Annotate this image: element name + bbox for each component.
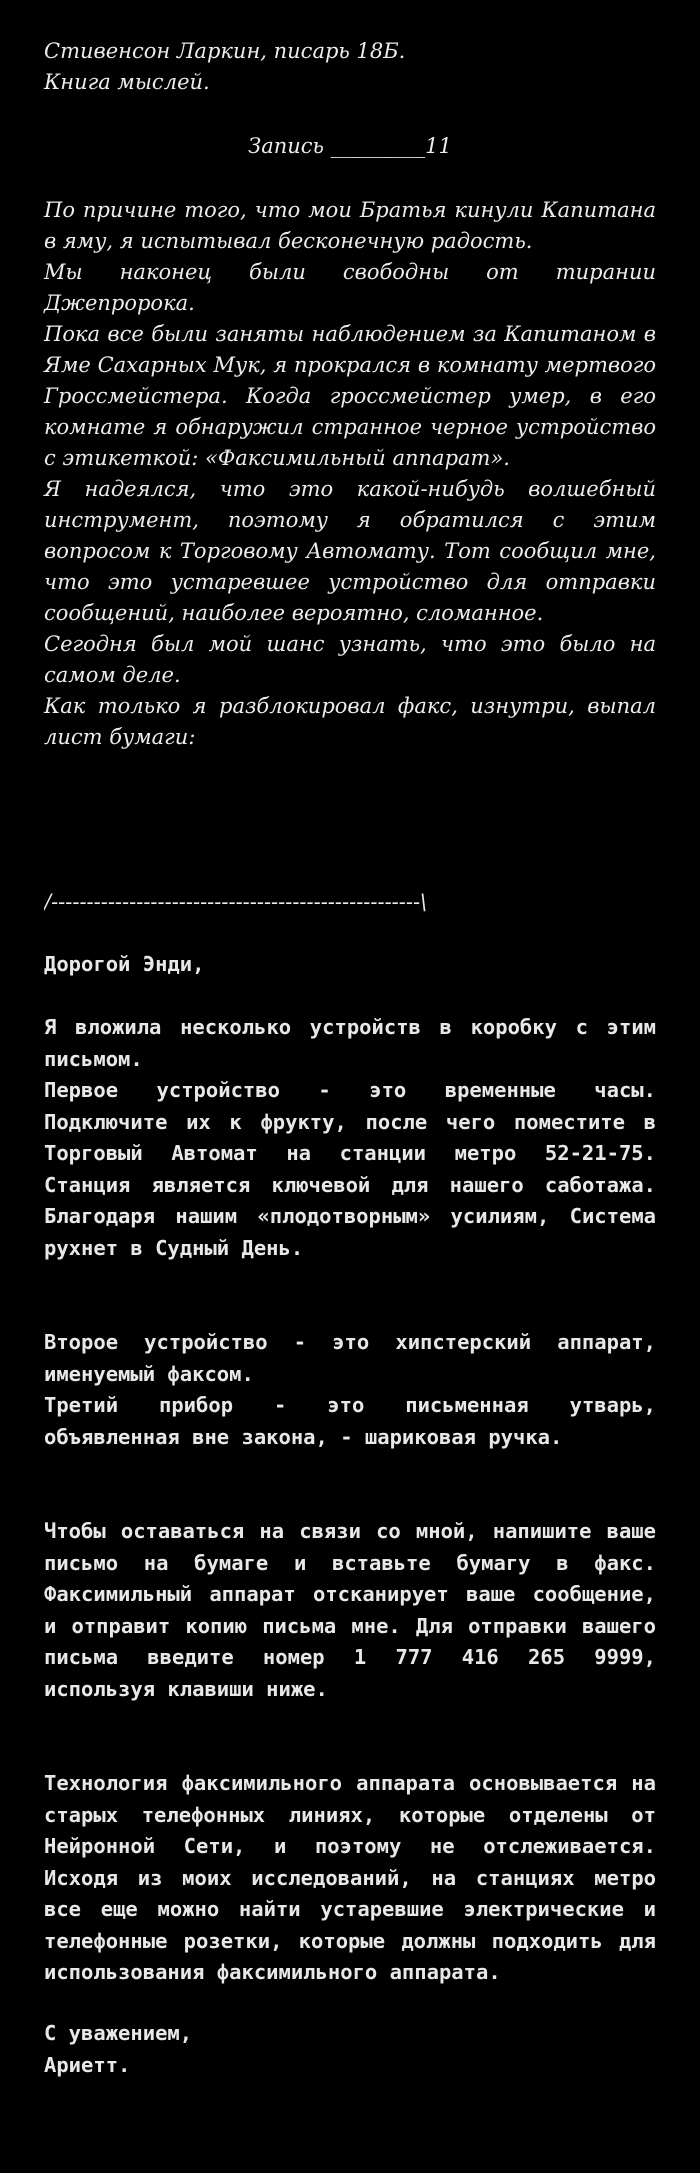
letter-paragraph-3	[44, 1516, 656, 1705]
letter-line: Третий прибор - это письменная утварь, объявленная вне закона, - шариковая ручка.	[44, 1393, 656, 1449]
letter-line: Я вложила несколько устройств в коробку с этим письмом.	[44, 1015, 656, 1071]
diary-paragraph: Я надеялся, что это какой-нибудь волшебный инструмент, поэтому я обратился с этим вопросом к Торговому Автомату. Тот сообщил мне, что это устаревшее устройство для отправки сообщений, наиболее вероятно, сломанное.	[44, 477, 656, 625]
diary-paragraph: По причине того, что мои Братья кинули Капитана в яму, я испытывал бесконечную радость.	[44, 198, 656, 253]
author-line: Стивенсон Ларкин, писарь 18Б.	[44, 39, 406, 63]
letter-greeting: Дорогой Энди,	[44, 952, 205, 976]
diary-paragraph: Мы наконец были свободны от тирании Джепророка.	[44, 260, 656, 315]
letter-line: Первое устройство - это временные часы. Подключите их к фрукту, после чего поместите в Торговый Автомат на станции метро 52-21-75. Станция является ключевой для нашего саботажа. Благодаря нашим «плодотворным» усилиям, Система рухнет в Судный День.	[44, 1078, 656, 1260]
letter-line: Второе устройство - это хипстерский аппарат, именуемый факсом.	[44, 1330, 656, 1386]
diary-text	[44, 195, 656, 753]
letter-line: Технология факсимильного аппарата основывается на старых телефонных линиях, которые отделены от Нейронной Сети, и поэтому не отслеживается. Исходя из моих исследований, на станциях метро все еще можно найти устаревшие электрические и телефонные розетки, которые должны подходить для использования факсимильного аппарата.	[44, 1771, 656, 1984]
book-title: Книга мыслей.	[44, 70, 210, 94]
diary-paragraph: Сегодня был мой шанс узнать, что это было на самом деле.	[44, 632, 656, 687]
letter-paragraph-2	[44, 1327, 656, 1453]
letter-divider: /----------------------------------------------------\	[44, 890, 428, 914]
entry-number: Запись _________11	[248, 134, 452, 158]
letter-paragraph-1	[44, 1012, 656, 1264]
closing-salutation: С уважением,	[44, 2021, 193, 2045]
journal-header	[44, 36, 656, 98]
letter-closing	[44, 2018, 656, 2081]
diary-paragraph: Пока все были заняты наблюдением за Капитаном в Яме Сахарных Мук, я прокрался в комнату мертвого Гроссмейстера. Когда гроссмейстер умер, в его комнате я обнаружил странное черное устройство с этикеткой: «Факсимильный аппарат».	[44, 322, 656, 470]
letter-paragraph-4	[44, 1768, 656, 1989]
diary-paragraph: Как только я разблокировал факс, изнутри, выпал лист бумаги:	[44, 694, 656, 749]
closing-signature: Ариетт.	[44, 2052, 131, 2077]
letter-line: Чтобы оставаться на связи со мной, напишите ваше письмо на бумаге и вставьте бумагу в факс. Факсимильный аппарат отсканирует ваше сообщение, и отправит копию письма мне. Для отправки вашего письма введите номер 1 777 416 265 9999, используя клавиши ниже.	[44, 1519, 656, 1701]
